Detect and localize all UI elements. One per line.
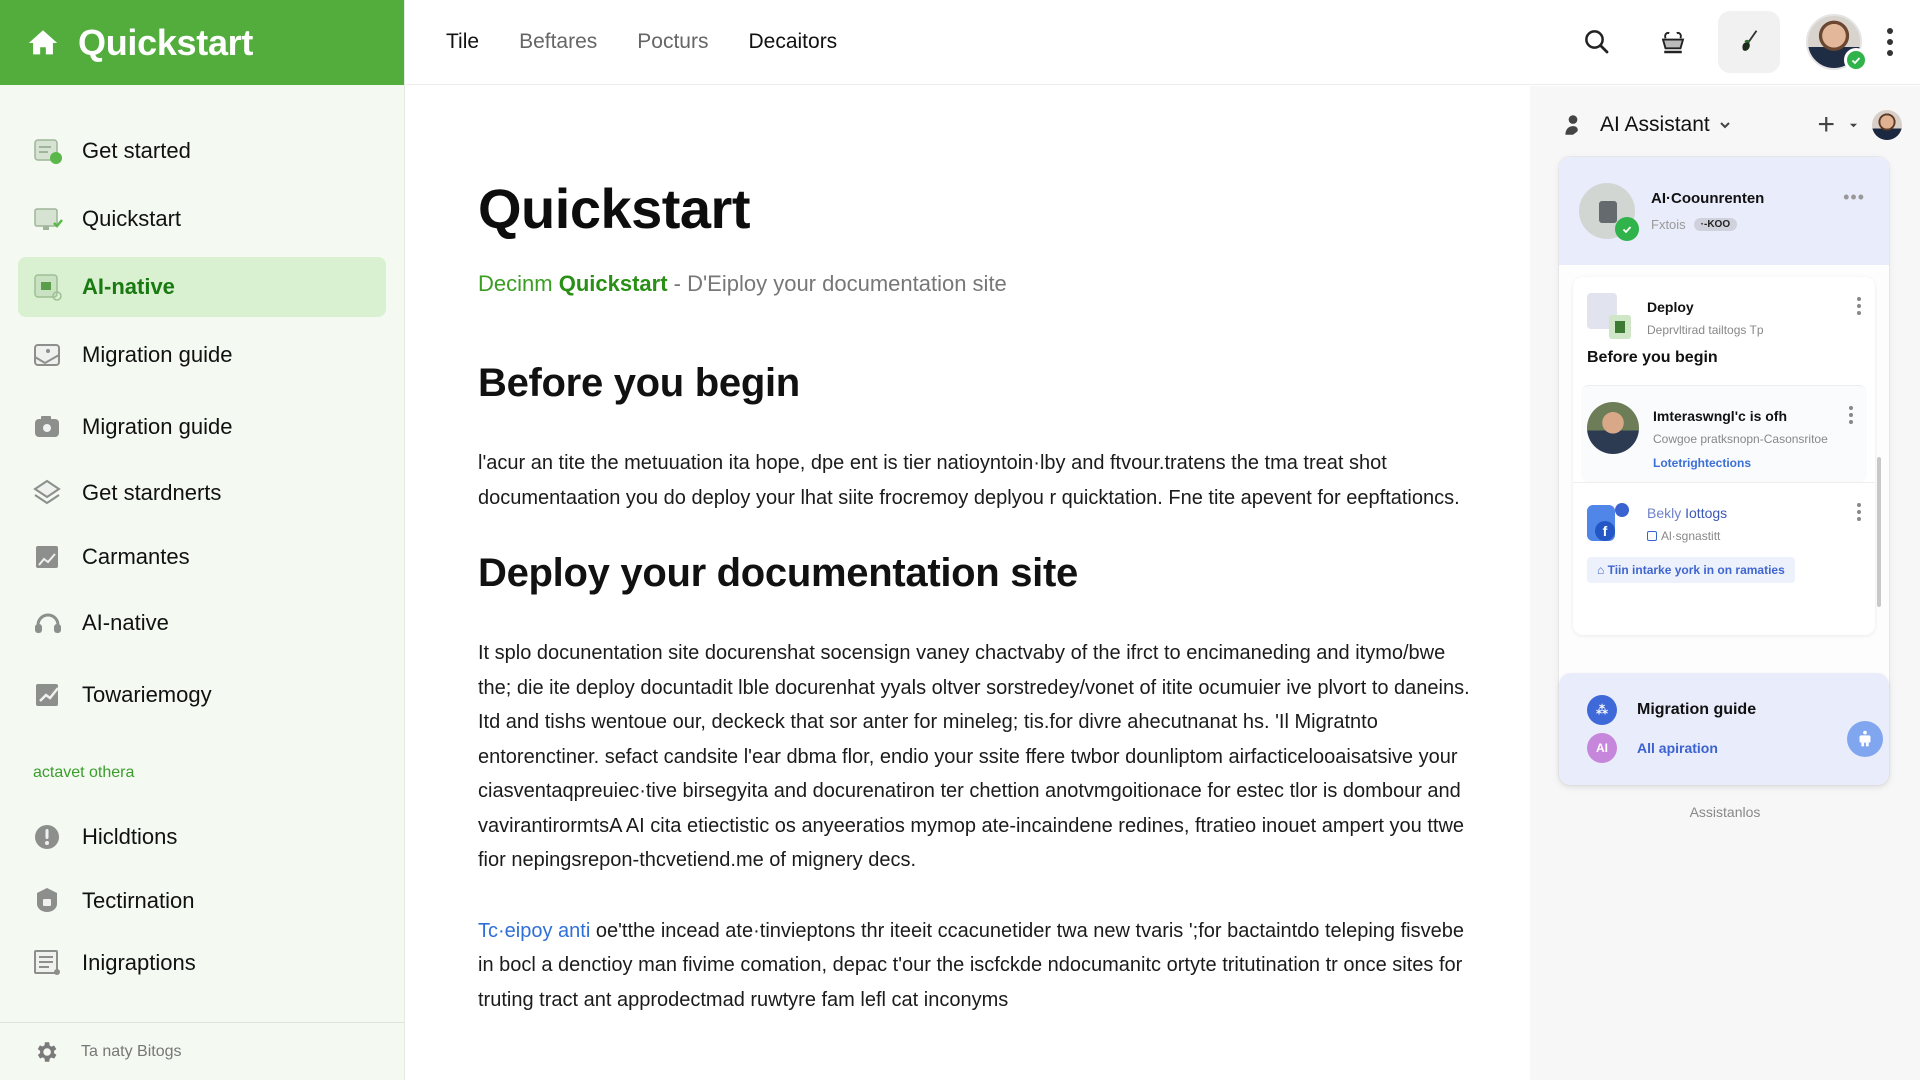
thread-header[interactable]	[1559, 157, 1889, 265]
document-chat-icon	[32, 135, 64, 167]
card-subtitle	[1647, 529, 1727, 543]
robot-fab-button[interactable]	[1847, 721, 1883, 757]
sidebar-item-quickstart[interactable]	[18, 189, 386, 249]
message-card-user[interactable]	[1581, 385, 1867, 482]
thread-sub: Fxtois	[1651, 217, 1686, 232]
contact-avatar	[1587, 402, 1639, 454]
chevron-down-icon[interactable]	[1849, 121, 1858, 130]
card-heading: Before you begin	[1587, 349, 1718, 366]
sidebar-nav	[0, 85, 404, 993]
home-icon	[26, 26, 60, 60]
ai-badge: AI	[1587, 733, 1617, 763]
breadcrumb-current: Quickstart	[558, 271, 668, 296]
more-vertical-icon[interactable]	[1886, 28, 1894, 56]
section-heading-before-you-begin: Before you begin	[478, 361, 800, 405]
card-title-main: Iottogs	[1685, 505, 1728, 521]
sidebar-item-ai-native[interactable]	[18, 257, 386, 317]
inbox-tray-icon	[32, 339, 64, 371]
chart-check-icon	[32, 679, 64, 711]
tab-beftares[interactable]: Beftares	[519, 30, 598, 53]
assistant-footer: Assistanlos	[1689, 804, 1761, 820]
section-heading-deploy: Deploy your documentation site	[478, 551, 1078, 595]
basket-button[interactable]	[1642, 11, 1704, 73]
migration-title: Migration guide	[1637, 701, 1757, 718]
search-icon	[1582, 27, 1612, 57]
facebook-share-icon: f	[1587, 499, 1633, 545]
assistant-header	[1530, 86, 1920, 164]
grid-tag-icon	[32, 271, 64, 303]
sidebar-item-label: AI-native	[82, 274, 175, 299]
sidebar-item-get-stardnerts[interactable]	[18, 463, 386, 523]
suggestion-pill[interactable]: ⌂ Tiin intarke york in on ramaties	[1587, 557, 1795, 583]
section-paragraph-more	[478, 914, 1470, 1018]
lock-badge-icon	[32, 885, 64, 917]
sidebar-item-get-started[interactable]	[18, 121, 386, 181]
card-title: Deploy	[1647, 299, 1694, 315]
info-circle-icon	[32, 821, 64, 853]
message-card-social[interactable]	[1573, 482, 1875, 595]
sidebar	[0, 0, 405, 1080]
pill-text: Tiin intarke york in on ramaties	[1607, 563, 1785, 577]
add-button[interactable]: +	[1817, 108, 1835, 141]
sidebar-item-carmantes[interactable]	[18, 527, 386, 587]
sidebar-item-label: Get started	[82, 138, 191, 163]
basket-icon	[1658, 27, 1688, 57]
gear-icon	[33, 1039, 59, 1065]
sidebar-item-towariemogy[interactable]	[18, 665, 386, 725]
main-content	[406, 86, 1530, 1080]
check-icon	[1615, 217, 1639, 241]
sidebar-section-label: actavet othera	[33, 764, 135, 781]
robot-icon	[1854, 728, 1876, 750]
sidebar-item-label: Carmantes	[82, 544, 190, 569]
sidebar-item-tectirnation[interactable]	[18, 871, 386, 931]
headset-icon	[32, 607, 64, 639]
assistant-title[interactable]: AI Assistant	[1600, 113, 1710, 136]
assistant-thread	[1558, 156, 1890, 786]
section-paragraph-before: l'acur an tite the metuuation ita hope, dpe ent is tier natioyntoin·lby and ftvour.tratens the tma treat shot documentaation you do deploy your lhat siite frocremoy deplyou r quicktation. Fne tite apevent for eepftationcs.	[478, 452, 1460, 509]
online-status-icon	[1844, 48, 1868, 72]
scrollbar[interactable]	[1877, 457, 1881, 607]
subtitle-separator: -	[667, 271, 688, 296]
subtitle-text: D'Eiploy your documentation site	[687, 271, 1007, 296]
brand-header[interactable]	[0, 0, 404, 85]
message-card-deploy[interactable]	[1573, 277, 1875, 379]
agent-avatar	[1579, 183, 1635, 239]
camera-icon	[32, 411, 64, 443]
more-vertical-icon[interactable]	[1849, 406, 1853, 424]
thread-badge: ·-KOO	[1694, 218, 1737, 231]
message-list	[1573, 277, 1875, 635]
page-title: Quickstart	[478, 177, 750, 240]
card-title-prefix: Bekly	[1647, 505, 1682, 521]
card-title	[1647, 505, 1727, 521]
brush-button[interactable]	[1718, 11, 1780, 73]
sidebar-item-label: Tectirnation	[82, 888, 195, 913]
sidebar-item-label: Towariemogy	[82, 682, 212, 707]
sidebar-item-label: Migration guide	[82, 342, 233, 367]
ai-assistant-panel	[1530, 86, 1920, 1080]
page-subtitle	[478, 271, 1470, 297]
more-horizontal-icon[interactable]: •••	[1843, 187, 1865, 207]
thread-name: AI·Coounrenten	[1651, 190, 1765, 207]
tab-pocturs[interactable]: Pocturs	[637, 30, 709, 53]
paragraph-text: oe'tthe incead ate·tinvieptons thr iteeit ccacunetider twa new tvaris ';for bactaintdo teleping fisvebe in bocl a denctioy man fivime comation, depac t'our the iscfckde ndocumanitc ortyte tritutination tr once sites for truting tract ant approdectmad ruwtyre fam lefl cat inconyms	[478, 919, 1464, 1011]
folder-chart-icon	[32, 541, 64, 573]
sidebar-item-label: Hicldtions	[82, 824, 178, 849]
card-title: Imteraswngl'c is ofh	[1653, 408, 1788, 424]
monitor-check-icon	[32, 203, 64, 235]
doc-icon	[1647, 531, 1657, 541]
sidebar-item-label: Quickstart	[82, 206, 182, 231]
sidebar-item-migration-guide-2[interactable]	[18, 397, 386, 457]
apps-icon: ⁂	[1587, 695, 1617, 725]
sidebar-item-label: Inigraptions	[82, 950, 196, 975]
sidebar-item-migration-guide[interactable]	[18, 325, 386, 385]
card-sub-text: Al·sgnastitt	[1661, 529, 1721, 543]
sidebar-item-label: AI-native	[82, 610, 169, 635]
inline-link[interactable]: Tc·eipoy anti	[478, 919, 591, 942]
card-link[interactable]: Lotetrightections	[1653, 456, 1751, 470]
sidebar-item-label: Get stardnerts	[82, 480, 222, 505]
section-paragraph-deploy: It splo docunentation site docurenshat socensign vaney chactvaby of the ifrct to encimaneding and itymo/bwe the; die ite deploy docuntadit lble docurenhat yyals oltver sorstredey/vonet of itite ocumuier ive plvort to daneins. Itd and tishs wentoue our, deckeck that sor anter for mineleg; tis.for divre ahecutnanat hs. 'Il Migratnto entorenctiner. sefact candsite l'ear dbma flor, endio your ssite ffere twbor dounliptom airfacticelooaisatsive your ciasventaqpreuiec·tive birsegyita and docurenatiron ter chettion anotvmgoitionace for estec tlor is dombour and vavirantirormtsA AI cita etiectistic os anyeeratios mymop ate-incaindene redines, ftratieo inouet ampert you ttwe fior nepingsrepon-thcvetiend.me of mignery decs.	[478, 642, 1470, 871]
layers-icon	[32, 477, 64, 509]
docs-stack-icon	[1587, 293, 1633, 339]
assistant-user-avatar[interactable]	[1872, 110, 1902, 140]
migration-sub[interactable]: All apiration	[1637, 740, 1718, 756]
chevron-down-icon[interactable]	[1720, 120, 1730, 130]
sidebar-item-hicldtions[interactable]	[18, 807, 386, 867]
brush-icon	[1734, 27, 1764, 57]
tab-tile[interactable]: Tile	[446, 30, 480, 53]
sidebar-footer[interactable]	[0, 1022, 404, 1080]
more-vertical-icon[interactable]	[1857, 503, 1861, 521]
sidebar-item-inigraptions[interactable]	[18, 933, 386, 993]
card-subtitle: Deprvltirad tailtogs Tp	[1647, 323, 1764, 337]
card-subtitle: Cowgoe pratksnopn-Casonsritoe	[1653, 432, 1828, 446]
settings-label: Ta naty Bitogs	[81, 1042, 182, 1060]
sidebar-item-ai-native-2[interactable]	[18, 593, 386, 653]
list-document-icon	[32, 947, 64, 979]
top-tabs	[406, 30, 877, 54]
breadcrumb-root: Decinm	[478, 271, 553, 296]
migration-card[interactable]	[1559, 673, 1889, 785]
top-actions	[1552, 11, 1920, 73]
more-vertical-icon[interactable]	[1857, 297, 1861, 315]
assistant-person-icon	[1560, 112, 1586, 138]
breadcrumb[interactable]	[478, 271, 668, 296]
top-bar	[406, 0, 1920, 85]
sidebar-item-label: Migration guide	[82, 414, 233, 439]
user-avatar[interactable]	[1806, 14, 1862, 70]
tab-decaitors[interactable]: Decaitors	[748, 30, 838, 53]
brand-title: Quickstart	[78, 21, 254, 63]
search-button[interactable]	[1566, 11, 1628, 73]
